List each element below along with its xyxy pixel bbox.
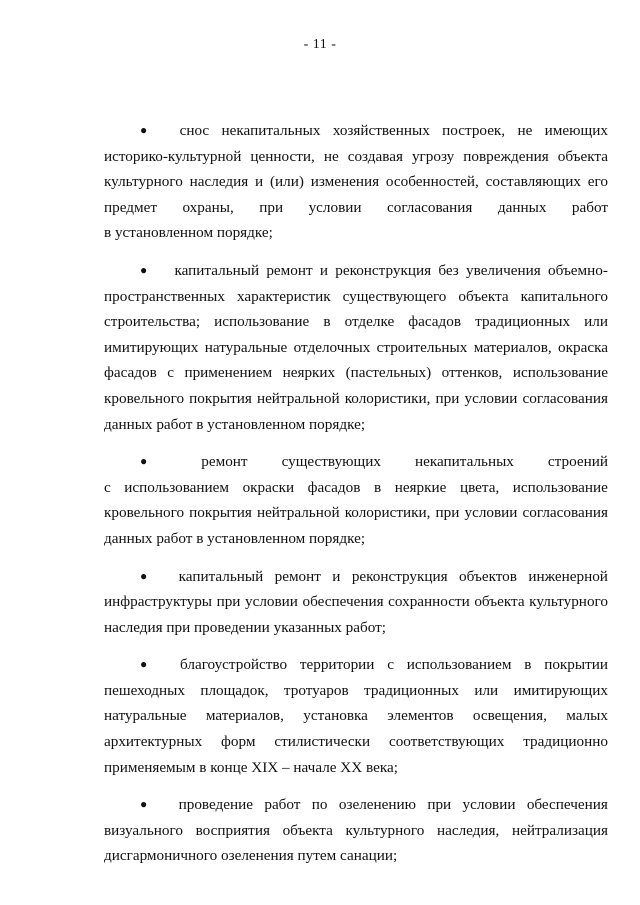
word: при — [435, 389, 460, 407]
word: хозяйственных — [332, 122, 430, 139]
word: культурного — [104, 173, 183, 191]
word: тротуаров — [283, 681, 349, 699]
text-line — [104, 360, 608, 386]
word: использованием — [406, 656, 512, 674]
word: объекта — [282, 821, 333, 839]
text-line — [104, 792, 608, 818]
word: натуральные — [104, 707, 187, 725]
word: характеристик — [236, 287, 331, 305]
word: традиционно — [523, 733, 608, 751]
word: наследия — [189, 173, 249, 191]
word: объемно- — [548, 261, 608, 279]
word: неяркие — [394, 478, 447, 496]
text-line — [104, 500, 608, 526]
word: окраска — [558, 338, 608, 356]
text-line — [104, 412, 608, 438]
word: покрытия — [189, 504, 252, 522]
text-line — [104, 589, 608, 615]
word: (или) — [269, 173, 304, 191]
word: культурного — [345, 821, 425, 839]
word: без — [438, 261, 459, 279]
bullet-item — [104, 564, 608, 641]
text-line — [104, 284, 608, 310]
word: изменения — [310, 173, 380, 191]
word: или — [474, 681, 499, 699]
word: наследия, — [436, 821, 500, 839]
word: материалов, — [473, 338, 552, 356]
word: отделке — [344, 313, 395, 331]
word: строительных — [376, 338, 468, 356]
word: условии — [244, 593, 298, 611]
bullet-icon: ● — [140, 123, 148, 137]
word: покрытии — [544, 656, 608, 674]
word: традиционных — [364, 681, 459, 699]
word: существующих — [281, 453, 381, 471]
word: в — [524, 656, 532, 674]
text-line — [104, 335, 608, 361]
text-line — [104, 703, 608, 729]
line-text: наследия при проведении указанных работ; — [104, 618, 386, 636]
text-line — [104, 220, 608, 246]
word: соответствующих — [388, 733, 505, 751]
word: и — [332, 567, 341, 585]
text-line — [104, 195, 608, 221]
word: объекта — [557, 147, 608, 165]
word: при — [427, 796, 452, 814]
word: условии — [464, 389, 518, 407]
text-line — [104, 843, 608, 869]
text-line — [104, 652, 608, 678]
word: условии — [308, 198, 362, 216]
word: колористики, — [344, 504, 431, 522]
word: натуральные — [204, 338, 288, 356]
word: использование — [512, 478, 608, 496]
bullet-icon: ● — [140, 657, 148, 672]
text-line — [104, 118, 608, 144]
word: его — [587, 173, 608, 191]
word: материалов, — [205, 707, 284, 725]
word: территории — [299, 656, 375, 674]
text-line — [104, 449, 608, 475]
word: оттенков, — [441, 364, 503, 382]
word: при — [216, 593, 241, 611]
word: малых — [566, 707, 608, 725]
word: обеспечения — [526, 796, 608, 814]
text-line — [104, 564, 608, 590]
word: в — [373, 478, 382, 496]
word: имеющих — [544, 122, 608, 139]
word: визуального — [104, 821, 183, 839]
word: инженерной — [528, 567, 608, 585]
word: форм — [221, 733, 256, 751]
word: (пастельных) — [345, 364, 432, 382]
word: работ — [264, 796, 301, 814]
word: существующего — [342, 287, 447, 305]
word: повреждения — [463, 147, 549, 165]
word: ремонт — [274, 567, 321, 585]
word: условии — [464, 504, 518, 522]
word: особенностей, — [385, 173, 479, 191]
word: инфраструктуры — [104, 593, 212, 611]
word: не — [323, 147, 339, 165]
bullet-item — [104, 449, 608, 551]
line-text: данных работ в установленном порядке; — [104, 415, 366, 433]
word: капитальный — [178, 567, 264, 585]
word: цвета, — [459, 478, 500, 496]
word: при — [259, 198, 284, 216]
word: увеличения — [466, 261, 541, 279]
word: с — [387, 656, 394, 674]
word: культурного — [529, 593, 608, 611]
text-line — [104, 169, 608, 195]
word: окраски — [242, 478, 295, 496]
word: с — [104, 478, 111, 496]
text-line — [104, 755, 608, 781]
word: согласования — [387, 198, 473, 216]
page-number: - 11 - — [303, 37, 337, 52]
bullet-item — [104, 118, 608, 246]
bullet-icon: ● — [140, 262, 148, 277]
bullet-item — [104, 652, 608, 780]
word: охраны, — [182, 198, 234, 216]
bullet-icon: ● — [140, 797, 148, 812]
word: кровельного — [104, 389, 185, 407]
word: использованием — [124, 478, 230, 496]
word: строительства; — [104, 313, 201, 331]
line-text: в установленном порядке; — [104, 224, 273, 242]
bullet-icon: ● — [140, 568, 148, 583]
word: фасадов — [307, 478, 361, 496]
word: ценности, — [250, 147, 315, 165]
word: пространственных — [104, 287, 225, 305]
text-line — [104, 678, 608, 704]
word: реконструкция — [335, 261, 432, 279]
text-line — [104, 309, 608, 335]
word: построек, — [442, 122, 506, 139]
word: освещения, — [472, 707, 547, 725]
word: покрытия — [189, 389, 252, 407]
word: согласования — [522, 389, 608, 407]
word: и — [319, 261, 329, 279]
word: традиционных — [475, 313, 571, 331]
text-line — [104, 386, 608, 412]
word: в — [323, 313, 331, 331]
word: колористики, — [344, 389, 431, 407]
word: согласования — [522, 504, 608, 522]
word: при — [435, 504, 460, 522]
word: объектов — [459, 567, 517, 585]
line-text: дисгармоничного озеленения путем санации; — [104, 847, 398, 865]
word: объекта — [474, 593, 525, 611]
word: строений — [547, 453, 608, 471]
bullet-item — [104, 258, 608, 437]
word: использование — [512, 364, 608, 382]
word: установка — [303, 707, 368, 725]
word: стилистически — [274, 733, 371, 751]
word: капитального — [520, 287, 608, 305]
word: ремонт — [266, 261, 313, 279]
text-line — [104, 144, 608, 170]
word: нейтральной — [256, 389, 340, 407]
word: имитирующих — [104, 338, 199, 356]
word: благоустройство — [180, 656, 288, 674]
word: с — [167, 364, 174, 382]
word: по — [311, 796, 328, 814]
text-line — [104, 615, 608, 641]
word: капитальный — [174, 261, 260, 279]
line-text: применяемым в конце XIX – начале XX века; — [104, 758, 398, 776]
bullet-item — [104, 792, 608, 869]
word: обеспечения — [302, 593, 384, 611]
word: ремонт — [201, 453, 248, 471]
word: некапитальных — [221, 122, 321, 139]
word: не — [517, 122, 533, 139]
word: снос — [179, 122, 210, 139]
word: реконструкция — [351, 567, 448, 585]
word: неярких — [282, 364, 336, 382]
text-line — [104, 818, 608, 844]
word: восприятия — [195, 821, 270, 839]
word: угрозу — [411, 147, 455, 165]
word: данных — [497, 198, 547, 216]
word: пешеходных — [104, 681, 185, 699]
word: нейтрализация — [511, 821, 608, 839]
word: создавая — [347, 147, 403, 165]
bullet-icon: ● — [140, 454, 148, 469]
word: использование — [214, 313, 310, 331]
word: сохранности — [388, 593, 470, 611]
body-text — [104, 118, 608, 881]
word: или — [584, 313, 608, 331]
word: нейтральной — [256, 504, 340, 522]
word: некапитальных — [414, 453, 514, 471]
word: архитектурных — [104, 733, 203, 751]
word: отделочных — [293, 338, 371, 356]
word: условии — [462, 796, 516, 814]
word: озеленению — [338, 796, 416, 814]
word: элементов — [387, 707, 454, 725]
word: имитирующих — [513, 681, 608, 699]
text-line — [104, 729, 608, 755]
word: работ — [571, 198, 608, 216]
word: фасадов — [408, 313, 462, 331]
word: предмет — [104, 198, 157, 216]
word: историко-культурной — [104, 147, 242, 165]
text-line — [104, 258, 608, 284]
word: проведение — [178, 796, 253, 814]
word: площадок, — [200, 681, 269, 699]
word: и — [255, 173, 264, 191]
word: фасадов — [104, 364, 157, 382]
text-line — [104, 526, 608, 552]
word: кровельного — [104, 504, 185, 522]
word: составляющих — [485, 173, 581, 191]
word: объекта — [458, 287, 509, 305]
line-text: данных работ в установленном порядке; — [104, 529, 366, 547]
text-line — [104, 475, 608, 501]
word: применением — [184, 364, 273, 382]
